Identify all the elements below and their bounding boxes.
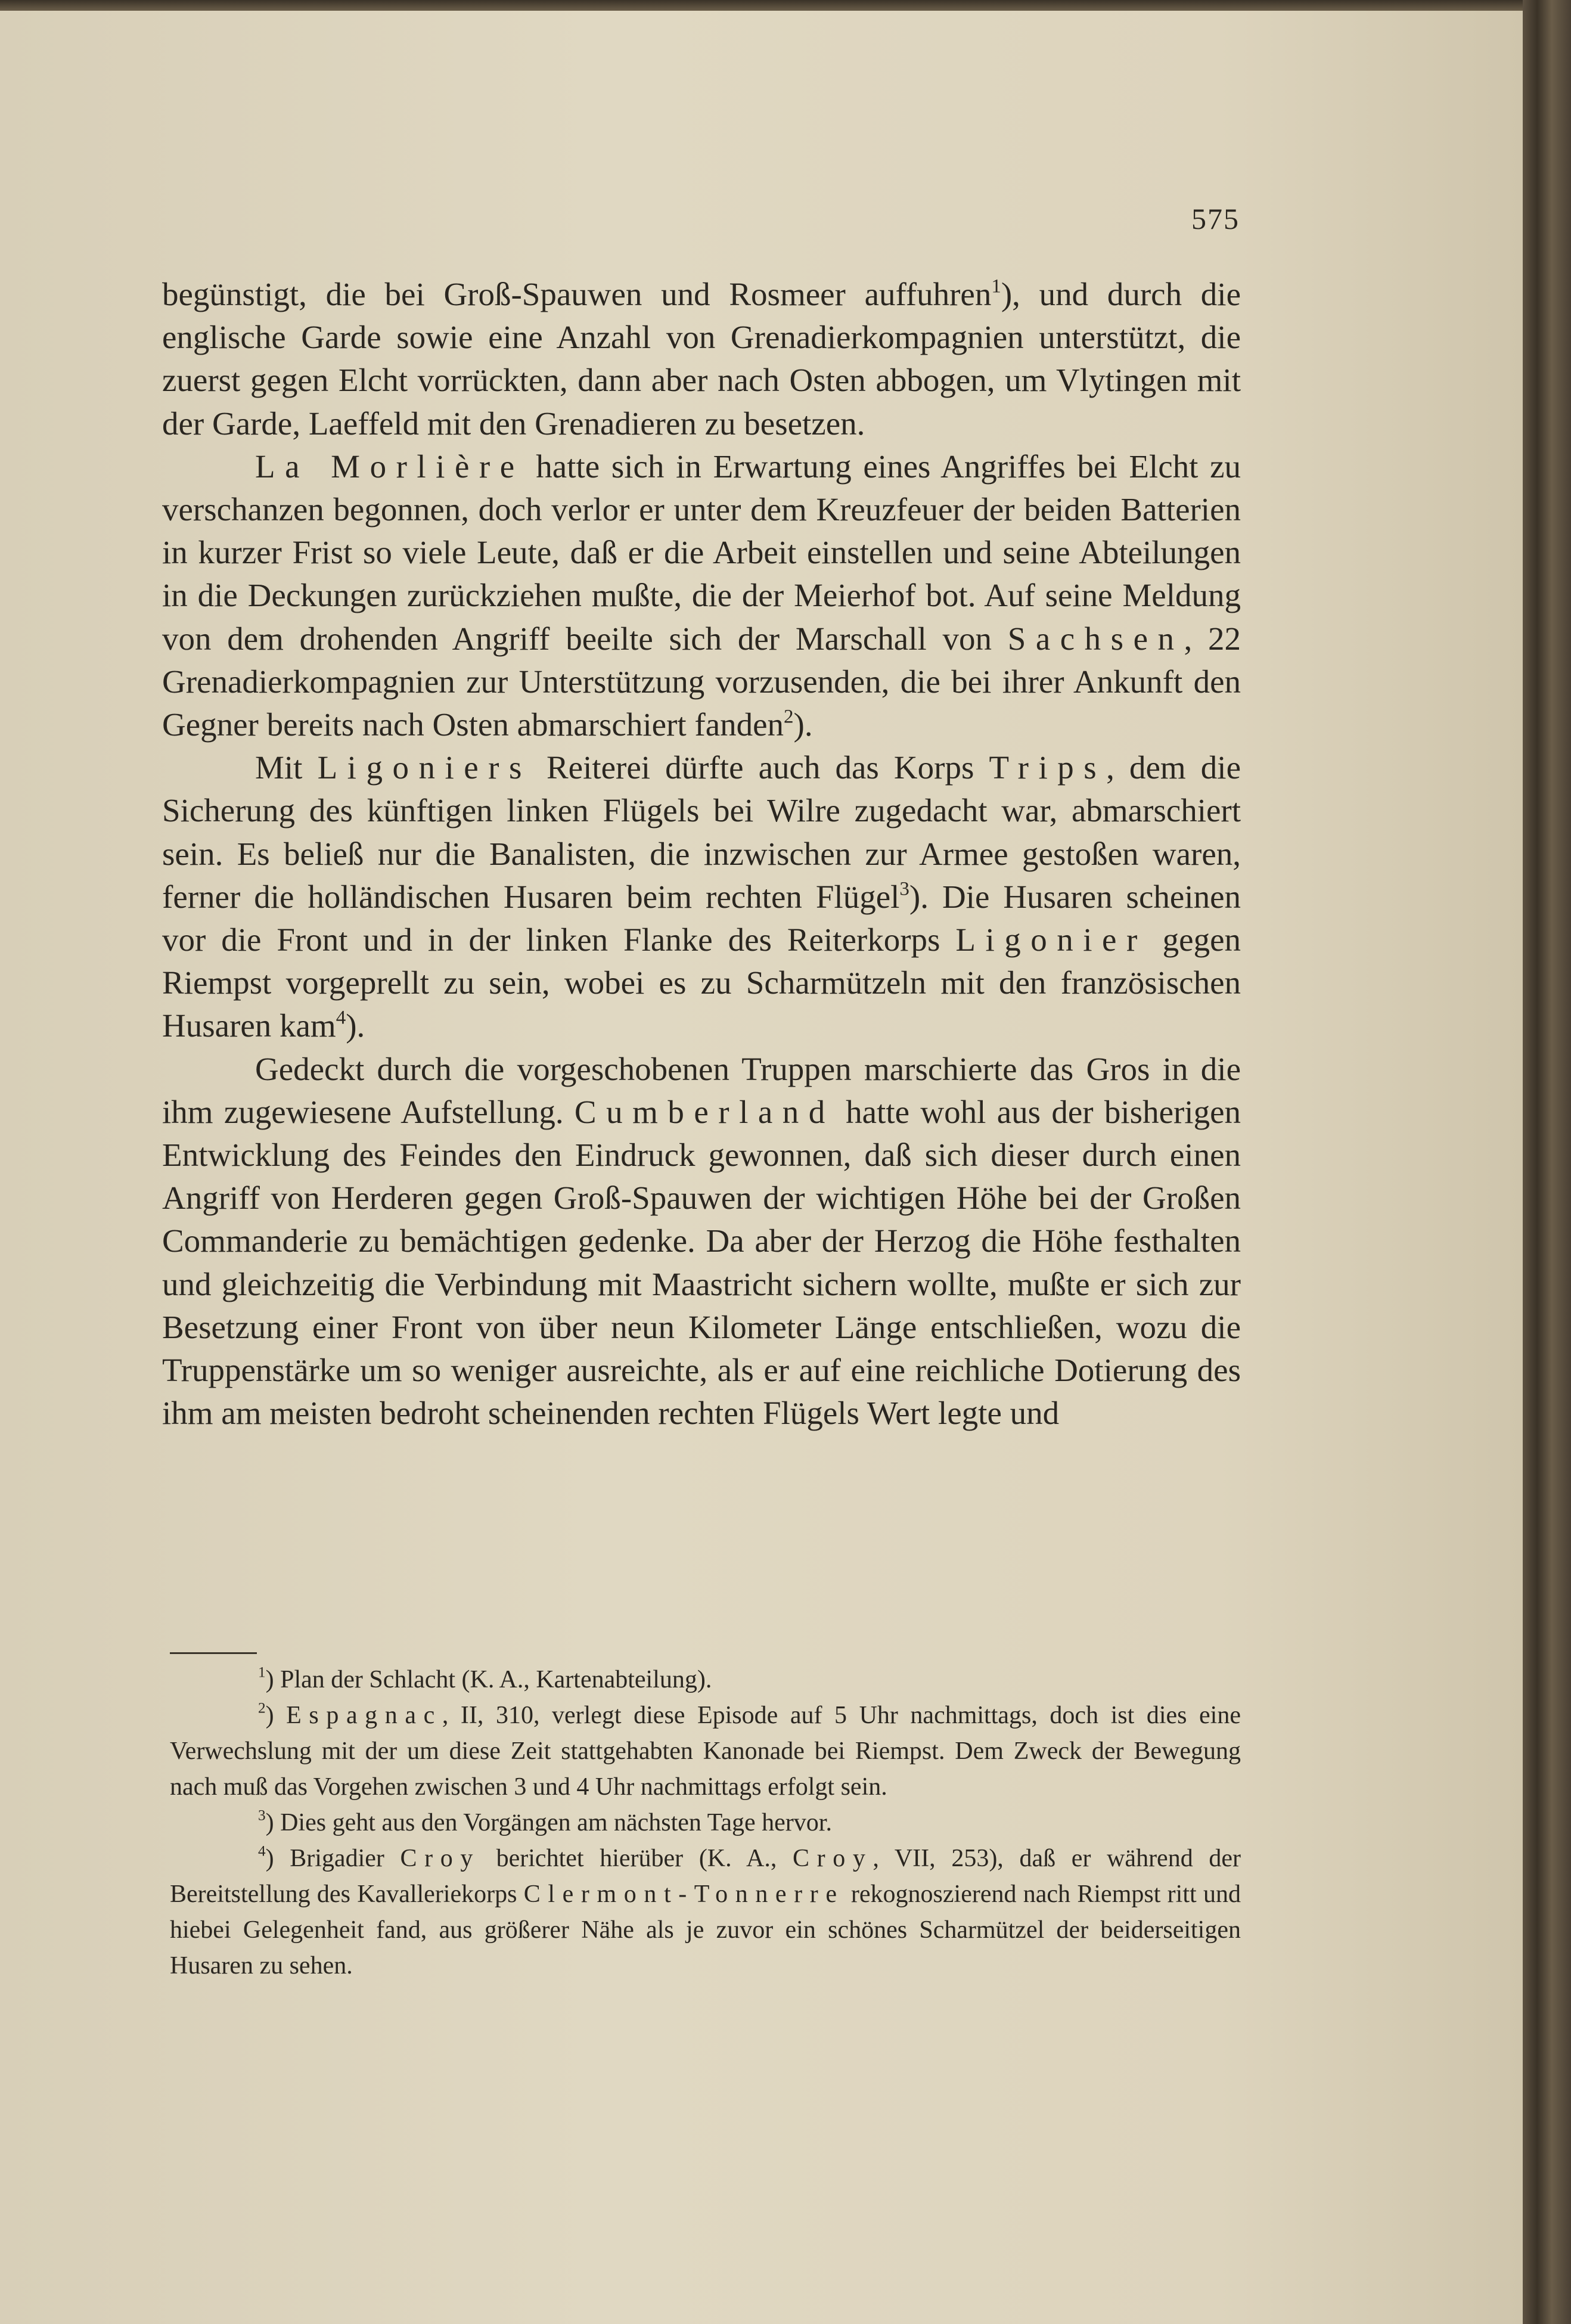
top-page-edge (0, 0, 1571, 11)
paragraph-text: , 22 Grenadierkompagnien zur Unterstützung vorzusenden, die bei ihrer Ankunft den Gegner bereits nach Osten abmarschiert fanden (162, 620, 1241, 743)
person-name-ligonier: Ligonier (955, 921, 1147, 958)
footnote-mark: 1 (258, 1664, 266, 1681)
footnote-mark: 3 (258, 1807, 266, 1824)
footnote-text: ) (265, 1702, 287, 1729)
footnote-text: ) Plan der Schlacht (K. A., Kartenabteilung). (265, 1666, 712, 1693)
person-name-la-morliere: La Morlière (255, 448, 524, 485)
paragraph-2 (162, 445, 1241, 746)
footnote-text: ) Dies geht aus den Vorgängen am nächsten Tage hervor. (265, 1809, 832, 1836)
paragraph-text: ). (346, 1007, 365, 1044)
paragraph-text: begünstigt, die bei Groß-Spauwen und Rosmeer auffuhren (162, 276, 992, 312)
person-name-ligoniers: Ligoniers (317, 749, 532, 786)
paragraph-text: ). (793, 706, 813, 743)
footnote-1 (170, 1662, 1241, 1698)
footnote-text: rekognoszierend nach Riempst ritt und hiebei Gelegenheit fand, aus größerer Nähe als je zuvor ein schönes Scharmützel der beiderseitigen Husaren zu sehen. (170, 1881, 1241, 1979)
footnote-text: , VII, 253), daß er während der Bereitstellung des Kavalleriekorps (170, 1845, 1241, 1908)
person-name-sachsen: Sachsen (1007, 620, 1184, 657)
book-binding-edge (1523, 0, 1571, 2324)
footnote-mark: 2 (258, 1700, 266, 1717)
person-name-trips: Trips (989, 749, 1107, 786)
paragraph-1 (162, 273, 1241, 445)
footnote-ref-3: 3 (899, 878, 909, 900)
paragraph-text: Mit (255, 749, 318, 786)
paragraph-text: Gedeckt durch die vorgeschobenen Truppen marschierte das Gros in die ihm zugewiesene Aufstellung. (162, 1050, 1241, 1130)
paragraph-text: , dem die Sicherung des künftigen linken Flügels bei Wilre zugedacht war, abmarschiert sein. Es beließ nur die Banalisten, die inzwischen zur Armee gestoßen waren, ferner die holländischen Husaren beim rechten Flügel (162, 749, 1241, 915)
person-name-cumberland: Cumberland (574, 1093, 835, 1130)
paragraph-text: ), und durch die englische Garde sowie eine Anzahl von Grenadierkompagnien unterstützt, die zuerst gegen Elcht vorrückten, dann aber nach Osten abbogen, um Vlytingen mit der Garde, Laeffeld mit den Grenadieren zu besetzen. (162, 276, 1241, 442)
person-name-croy: Croy (793, 1845, 873, 1872)
footnote-ref-2: 2 (784, 706, 794, 728)
footnote-ref-4: 4 (336, 1007, 346, 1029)
footnote-ref-1: 1 (991, 275, 1001, 297)
footnote-text: , II, 310, verlegt diese Episode auf 5 Uhr nachmittags, doch ist dies eine Verwechslung mit der um diese Zeit stattgehabten Kanonade bei Riempst. Dem Zweck der Bewegung nach muß das Vorgehen zwischen 3 und 4 Uhr nachmittags erfolgt sein. (170, 1702, 1241, 1801)
book-page (0, 11, 1523, 2324)
footnote-text: berichtet hierüber (K. A., (480, 1845, 793, 1872)
paragraph-4 (162, 1048, 1241, 1435)
footnotes (170, 1662, 1241, 1984)
paragraph-text: hatte wohl aus der bisherigen Entwicklung des Feindes den Eindruck gewonnen, daß sich dieser durch einen Angriff von Herderen gegen Groß-Spauwen der wichtigen Höhe bei der Großen Commanderie zu bemächtigen gedenke. Da aber der Herzog die Höhe festhalten und gleichzeitig die Verbindung mit Maastricht sichern wollte, mußte er sich zur Besetzung einer Front von über neun Kilometer Länge entschließen, wozu die Truppenstärke um so weniger ausreichte, als er auf eine reichliche Dotierung des ihm am meisten bedroht scheinenden rechten Flügels Wert legte und (162, 1093, 1241, 1432)
page-number: 575 (1191, 202, 1240, 235)
paragraph-text: ). Die Husaren scheinen vor die Front und in der linken Flanke des Reiterkorps (162, 878, 1241, 958)
paragraph-text: Reiterei dürfte auch das Korps (531, 749, 989, 786)
footnote-4 (170, 1841, 1241, 1984)
footnote-3 (170, 1805, 1241, 1841)
person-name-espagnac: Espagnac (286, 1702, 442, 1729)
footnote-text: ) Brigadier (265, 1845, 400, 1872)
paragraph-text: hatte sich in Erwartung eines Angriffes bei Elcht zu verschanzen begonnen, doch verlor er unter dem Kreuzfeuer der beiden Batterien in kurzer Frist so viele Leute, daß er die Arbeit einstellen und seine Abteilungen in die Deckungen zurückziehen mußte, die der Meierhof bot. Auf seine Meldung von dem drohenden Angriff beeilte sich der Marschall von (162, 448, 1241, 657)
paragraph-3 (162, 746, 1241, 1047)
footnote-2 (170, 1698, 1241, 1805)
footnote-divider (170, 1652, 257, 1654)
footnote-mark: 4 (258, 1843, 266, 1860)
person-name-croy: Croy (400, 1845, 480, 1872)
paragraph-text: gegen Riempst vorgeprellt zu sein, wobei es zu Scharmützeln mit den französischen Husaren kam (162, 921, 1241, 1044)
person-name-clermont-tonnerre: Clermont-Tonnerre (523, 1881, 845, 1908)
main-text (162, 273, 1241, 1435)
